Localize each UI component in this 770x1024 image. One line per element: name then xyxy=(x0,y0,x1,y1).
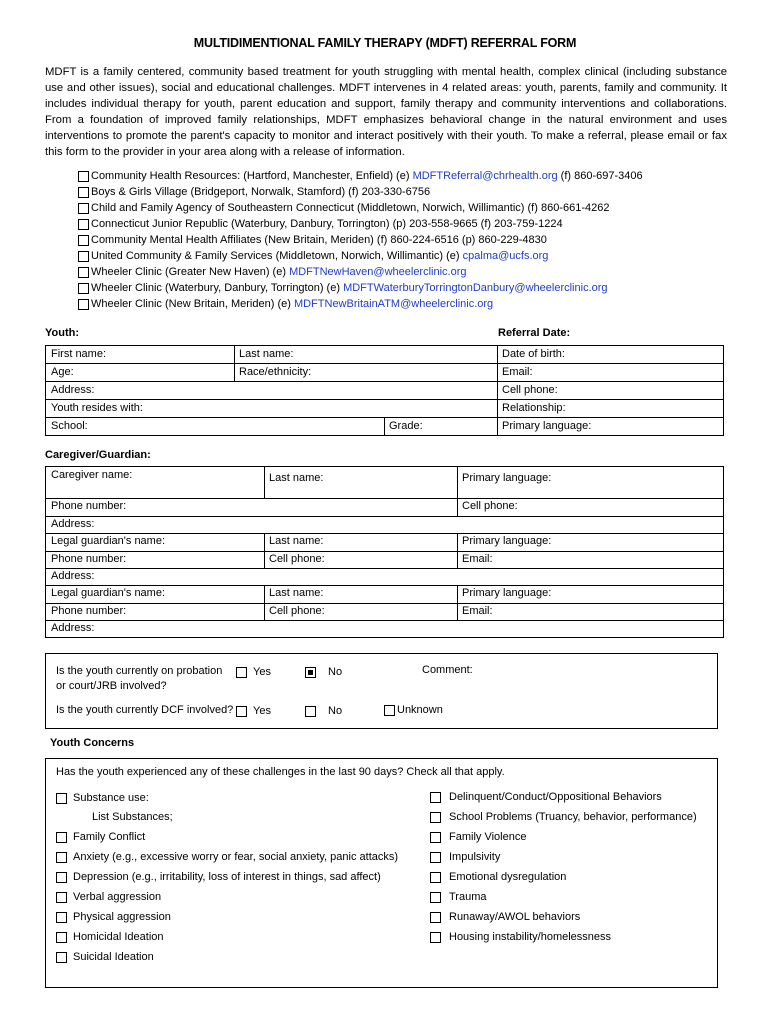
provider-checkbox[interactable] xyxy=(78,219,89,230)
concern-item[interactable] xyxy=(56,792,149,804)
caregiver-cell-field[interactable]: Cell phone: xyxy=(462,500,518,512)
youth-label: Youth: xyxy=(45,327,80,339)
probation-yes-option[interactable]: Yes xyxy=(236,666,271,678)
provider-text: Wheeler Clinic (New Britain, Meriden) (e) xyxy=(91,298,294,310)
caregiver-phone-field[interactable]: Phone number: xyxy=(51,500,127,512)
provider-email-link[interactable]: MDFTReferral@chrhealth.org xyxy=(412,170,558,182)
legal-guardian-1-email-field[interactable]: Email: xyxy=(462,553,493,565)
list-substances-label[interactable]: List Substances; xyxy=(92,811,173,823)
provider-text: Community Health Resources: (Hartford, Manchester, Enfield) (e) xyxy=(91,170,413,182)
concern-label: Anxiety (e.g., excessive worry or fear, social anxiety, panic attacks) xyxy=(73,851,399,863)
legal-guardian-2-address-field[interactable]: Address: xyxy=(51,622,95,634)
dcf-unknown-checkbox[interactable] xyxy=(384,705,395,716)
legal-guardian-2-phone-field[interactable]: Phone number: xyxy=(51,605,127,617)
resides-with-field[interactable]: Youth resides with: xyxy=(51,402,143,414)
last-name-field[interactable]: Last name: xyxy=(239,348,294,360)
provider-item[interactable] xyxy=(78,216,643,232)
concern-checkbox[interactable] xyxy=(56,932,67,943)
dob-field[interactable]: Date of birth: xyxy=(502,348,565,360)
concern-item[interactable] xyxy=(430,891,487,903)
legal-guardian-1-name-field[interactable]: Legal guardian's name: xyxy=(51,535,166,547)
dcf-no-option[interactable]: No xyxy=(305,705,342,717)
school-field[interactable]: School: xyxy=(51,420,88,432)
youth-email-field[interactable]: Email: xyxy=(502,366,533,378)
probation-yes-checkbox[interactable] xyxy=(236,667,247,678)
provider-text: Community Mental Health Affiliates (New Britain, Meriden) (f) 860-224-6516 (p) 860-229-4830 xyxy=(91,234,547,246)
concern-label: Delinquent/Conduct/Oppositional Behaviors xyxy=(449,791,662,803)
concern-item[interactable] xyxy=(430,851,500,863)
concern-item[interactable] xyxy=(430,911,580,923)
concern-item[interactable] xyxy=(56,911,171,923)
provider-item[interactable] xyxy=(78,296,643,312)
concern-checkbox[interactable] xyxy=(56,892,67,903)
youth-address-field[interactable]: Address: xyxy=(51,384,95,396)
provider-text: United Community & Family Services (Middletown, Norwich, Willimantic) (e) xyxy=(91,250,463,262)
concern-item[interactable] xyxy=(430,871,566,883)
concern-checkbox[interactable] xyxy=(430,852,441,863)
concern-label: Runaway/AWOL behaviors xyxy=(449,911,581,923)
provider-item[interactable] xyxy=(78,264,643,280)
concern-item[interactable] xyxy=(430,811,697,823)
provider-email-link[interactable]: MDFTNewBritainATM@wheelerclinic.org xyxy=(293,298,494,310)
concerns-question: Has the youth experienced any of these challenges in the last 90 days? Check all that apply. xyxy=(56,766,505,778)
concern-item[interactable] xyxy=(430,931,611,943)
dcf-yes-checkbox[interactable] xyxy=(236,706,247,717)
legal-guardian-2-cell-field[interactable]: Cell phone: xyxy=(269,605,325,617)
provider-email-link[interactable]: MDFTWaterburyTorringtonDanbury@wheelerclinic.org xyxy=(343,282,608,294)
comment-label[interactable]: Comment: xyxy=(422,664,473,676)
dcf-no-checkbox[interactable] xyxy=(305,706,316,717)
youth-concerns-box xyxy=(45,758,718,988)
concern-label: Impulsivity xyxy=(449,851,501,863)
caregiver-name-field[interactable]: Caregiver name: xyxy=(51,469,133,481)
provider-item[interactable] xyxy=(78,232,643,248)
provider-text: Child and Family Agency of Southeastern Connecticut (Middletown, Norwich, Willimantic) (f) 860-661-4262 xyxy=(91,202,610,214)
provider-item[interactable] xyxy=(78,168,643,184)
concern-checkbox[interactable] xyxy=(430,912,441,923)
concern-item[interactable] xyxy=(56,891,161,903)
relationship-field[interactable]: Relationship: xyxy=(502,402,566,414)
provider-text: Boys & Girls Village (Bridgeport, Norwalk, Stamford) (f) 203-330-6756 xyxy=(91,186,431,198)
concern-checkbox[interactable] xyxy=(430,812,441,823)
concern-checkbox[interactable] xyxy=(430,872,441,883)
provider-list xyxy=(78,168,643,312)
concern-label: Verbal aggression xyxy=(73,891,162,903)
concern-item[interactable] xyxy=(56,831,145,843)
probation-no-checkbox[interactable] xyxy=(305,667,316,678)
provider-text: Wheeler Clinic (Waterbury, Danbury, Torrington) (e) xyxy=(91,282,344,294)
legal-guardian-1-address-field[interactable]: Address: xyxy=(51,570,95,582)
provider-fax: (f) 860-697-3406 xyxy=(557,170,643,182)
concern-label: Trauma xyxy=(449,891,487,903)
concern-checkbox[interactable] xyxy=(56,832,67,843)
provider-item[interactable] xyxy=(78,280,643,296)
concern-checkbox[interactable] xyxy=(56,852,67,863)
provider-email-link[interactable]: cpalma@ucfs.org xyxy=(462,250,549,262)
youth-table xyxy=(45,345,724,436)
concern-label: Depression (e.g., irritability, loss of interest in things, sad affect) xyxy=(73,871,381,883)
concern-item[interactable] xyxy=(56,951,154,963)
legal-guardian-1-last-name-field[interactable]: Last name: xyxy=(269,535,324,547)
provider-text: Wheeler Clinic (Greater New Haven) (e) xyxy=(91,266,290,278)
race-field[interactable]: Race/ethnicity: xyxy=(239,366,312,378)
concern-checkbox[interactable] xyxy=(430,932,441,943)
concern-checkbox[interactable] xyxy=(56,793,67,804)
legal-involvement-box xyxy=(45,653,718,729)
provider-checkbox[interactable] xyxy=(78,203,89,214)
caregiver-label: Caregiver/Guardian: xyxy=(45,449,151,461)
provider-checkbox[interactable] xyxy=(78,187,89,198)
provider-item[interactable] xyxy=(78,184,643,200)
youth-cell-field[interactable]: Cell phone: xyxy=(502,384,558,396)
concern-checkbox[interactable] xyxy=(430,832,441,843)
concern-label: Homicidal Ideation xyxy=(73,931,164,943)
legal-guardian-2-email-field[interactable]: Email: xyxy=(462,605,493,617)
provider-item[interactable] xyxy=(78,248,643,264)
youth-concerns-label: Youth Concerns xyxy=(50,737,135,749)
age-field[interactable]: Age: xyxy=(51,366,74,378)
concern-label: Emotional dysregulation xyxy=(449,871,567,883)
concern-checkbox[interactable] xyxy=(56,872,67,883)
legal-guardian-2-last-name-field[interactable]: Last name: xyxy=(269,587,324,599)
concern-label: Family Conflict xyxy=(73,831,146,843)
concern-item[interactable] xyxy=(430,791,662,803)
concern-label: School Problems (Truancy, behavior, performance) xyxy=(449,811,697,823)
concern-checkbox[interactable] xyxy=(430,792,441,803)
dcf-question: Is the youth currently DCF involved? xyxy=(56,704,234,716)
concern-checkbox[interactable] xyxy=(56,952,67,963)
concern-label: Substance use: xyxy=(73,792,149,804)
provider-checkbox[interactable] xyxy=(78,267,89,278)
caregiver-address-field[interactable]: Address: xyxy=(51,518,95,530)
first-name-field[interactable]: First name: xyxy=(51,348,107,360)
form-title: MULTIDIMENTIONAL FAMILY THERAPY (MDFT) REFERRAL FORM xyxy=(193,36,577,50)
concern-item[interactable] xyxy=(56,931,164,943)
legal-guardian-1-cell-field[interactable]: Cell phone: xyxy=(269,553,325,565)
legal-guardian-2-language-field[interactable]: Primary language: xyxy=(462,587,552,599)
provider-checkbox[interactable] xyxy=(78,171,89,182)
legal-guardian-1-phone-field[interactable]: Phone number: xyxy=(51,553,127,565)
dcf-unknown-option[interactable]: Unknown xyxy=(384,704,443,716)
concern-label: Family Violence xyxy=(449,831,527,843)
probation-no-option[interactable]: No xyxy=(305,666,342,678)
concern-item[interactable] xyxy=(56,871,381,883)
intro-paragraph: MDFT is a family centered, community based treatment for youth struggling with mental health, complex clinical (including substance use and other issues), social and educational challenges. MDFT intervenes in 4 related areas: youth, parents, family and community. It includes individual therapy for youth, parent education and support, family therapy and community interventions and collaborations. From a foundation of improved family relationships, MDFT emphasizes behavioral change in the natural environment and uses interventions to promote the parent's capacity to monitor and interact positively with their youth. To make a referral, please email or fax this form to the provider in your area along with a release of information. xyxy=(45,66,727,158)
caregiver-last-name-field[interactable]: Last name: xyxy=(269,472,324,484)
concern-checkbox[interactable] xyxy=(56,912,67,923)
referral-date-label[interactable]: Referral Date: xyxy=(498,327,571,339)
provider-checkbox[interactable] xyxy=(78,235,89,246)
dcf-yes-option[interactable]: Yes xyxy=(236,705,271,717)
provider-checkbox[interactable] xyxy=(78,299,89,310)
concern-label: Suicidal Ideation xyxy=(73,951,154,963)
concern-checkbox[interactable] xyxy=(430,892,441,903)
concern-label: Housing instability/homelessness xyxy=(449,931,612,943)
caregiver-language-field[interactable]: Primary language: xyxy=(462,472,552,484)
probation-question: Is the youth currently on probation or court/JRB involved? xyxy=(56,665,223,692)
provider-checkbox[interactable] xyxy=(78,251,89,262)
provider-email-link[interactable]: MDFTNewHaven@wheelerclinic.org xyxy=(289,266,467,278)
concern-item[interactable] xyxy=(430,831,526,843)
grade-field[interactable]: Grade: xyxy=(389,420,423,432)
provider-text: Connecticut Junior Republic (Waterbury, Danbury, Torrington) (p) 203-558-9665 (f) 203-759-1224 xyxy=(91,218,563,230)
legal-guardian-2-name-field[interactable]: Legal guardian's name: xyxy=(51,587,166,599)
concern-item[interactable] xyxy=(56,851,398,863)
caregiver-table xyxy=(45,466,724,638)
provider-checkbox[interactable] xyxy=(78,283,89,294)
provider-item[interactable] xyxy=(78,200,643,216)
youth-language-field[interactable]: Primary language: xyxy=(502,420,592,432)
legal-guardian-1-language-field[interactable]: Primary language: xyxy=(462,535,552,547)
concern-label: Physical aggression xyxy=(73,911,171,923)
